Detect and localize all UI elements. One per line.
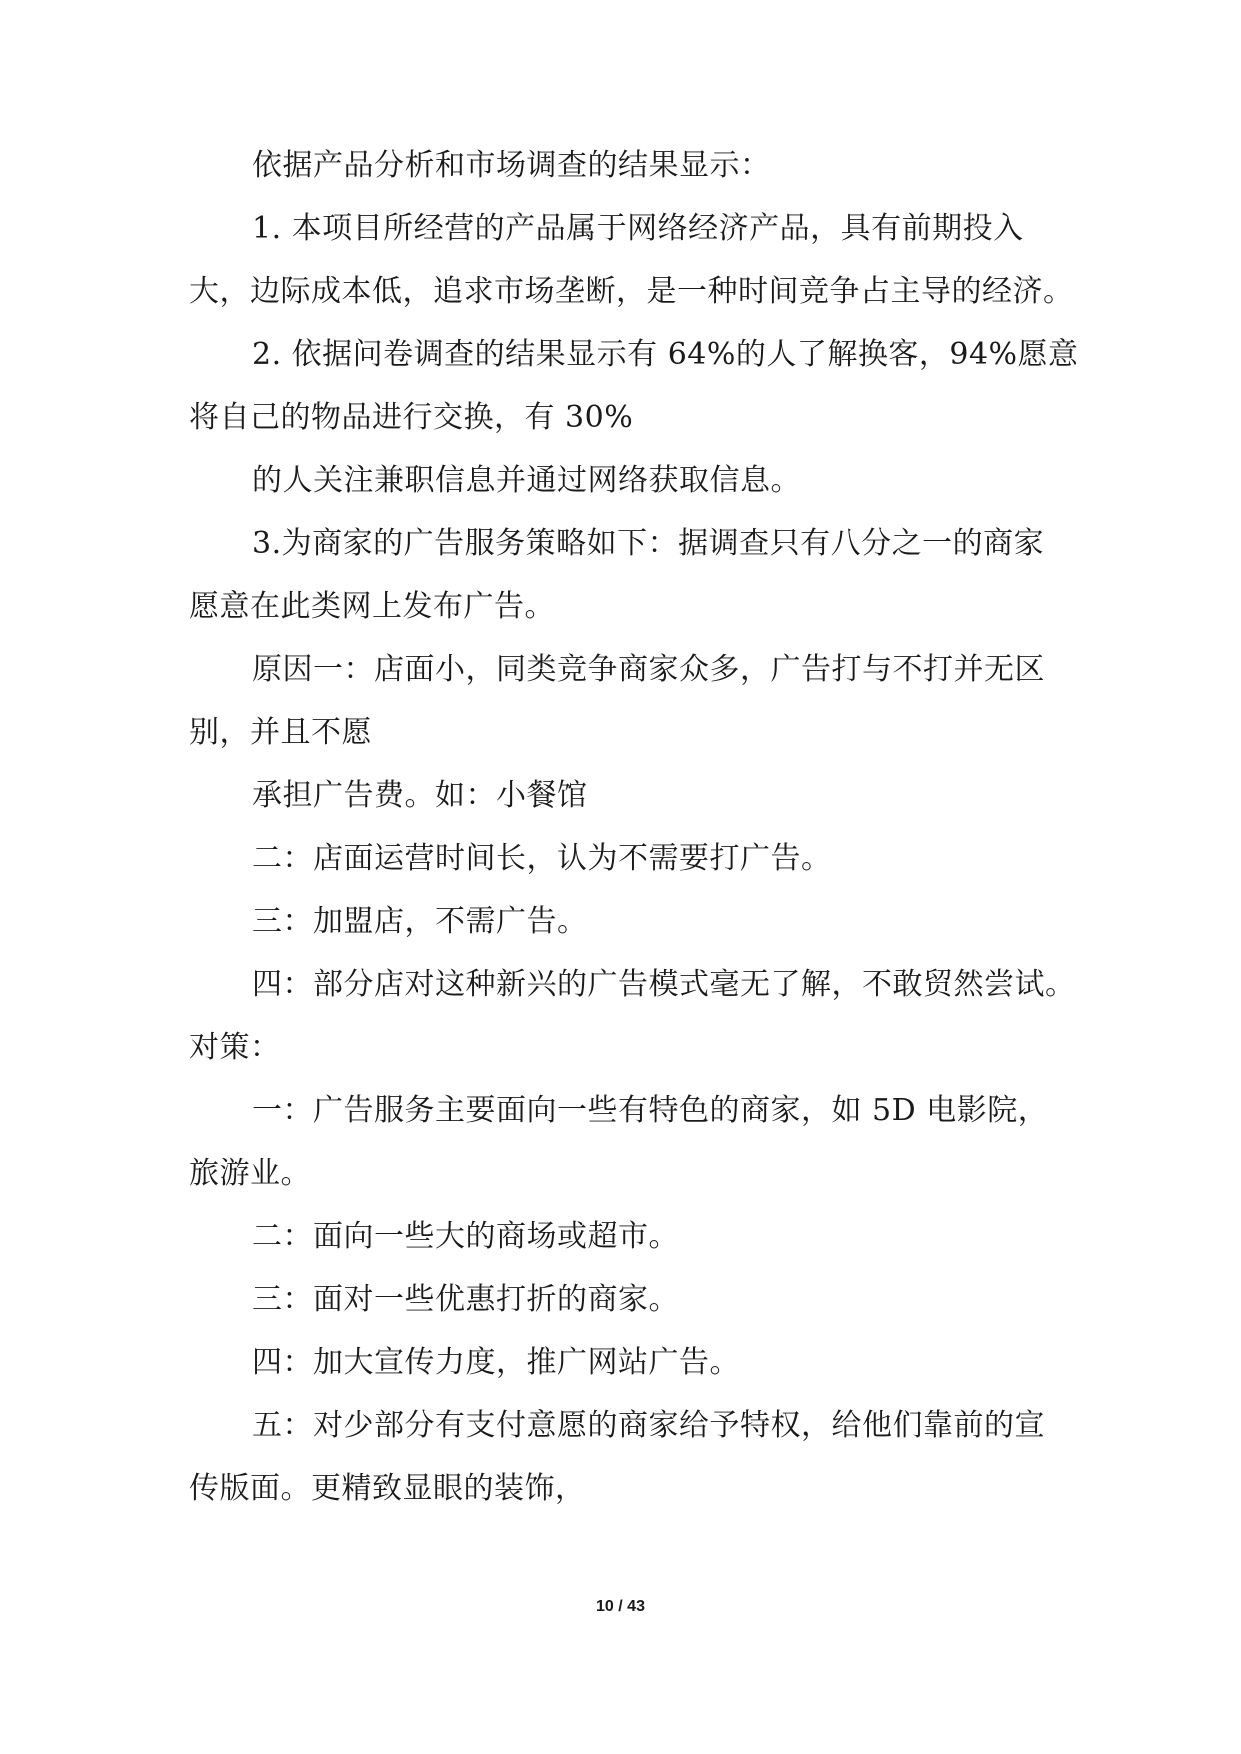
page-number: 10 / 43 (596, 1598, 645, 1615)
text-line: 2. 依据问卷调查的结果显示有 64%的人了解换客，94%愿意 (252, 337, 1079, 372)
text-line: 原因一：店面小，同类竞争商家众多，广告打与不打并无区 (252, 652, 1045, 687)
text-line: 愿意在此类网上发布广告。 (189, 589, 555, 624)
text-line: 对策： (189, 1030, 281, 1065)
text-line: 大，边际成本低，追求市场垄断，是一种时间竞争占主导的经济。 (189, 274, 1074, 309)
text-line: 的人关注兼职信息并通过网络获取信息。 (252, 463, 801, 498)
text-line: 将自己的物品进行交换，有 30% (189, 400, 634, 435)
text-line: 四：加大宣传力度，推广网站广告。 (252, 1345, 740, 1380)
text-line: 五：对少部分有支付意愿的商家给予特权，给他们靠前的宣 (252, 1408, 1045, 1443)
text-line: 别，并且不愿 (189, 715, 372, 750)
text-line: 四：部分店对这种新兴的广告模式毫无了解，不敢贸然尝试。 (252, 967, 1076, 1002)
text-line: 承担广告费。如：小餐馆 (252, 778, 588, 813)
text-line: 二：面向一些大的商场或超市。 (252, 1219, 679, 1254)
text-line: 一：广告服务主要面向一些有特色的商家，如 5D 电影院， (252, 1093, 1049, 1128)
text-line: 1. 本项目所经营的产品属于网络经济产品，具有前期投入 (252, 211, 1024, 246)
text-line: 三：加盟店，不需广告。 (252, 904, 588, 939)
text-line: 二：店面运营时间长，认为不需要打广告。 (252, 841, 832, 876)
text-line: 三：面对一些优惠打折的商家。 (252, 1282, 679, 1317)
text-line: 旅游业。 (189, 1156, 311, 1191)
text-line: 依据产品分析和市场调查的结果显示： (252, 148, 771, 183)
text-line: 传版面。更精致显眼的装饰， (189, 1471, 586, 1506)
text-line: 3.为商家的广告服务策略如下：据调查只有八分之一的商家 (252, 526, 1045, 561)
